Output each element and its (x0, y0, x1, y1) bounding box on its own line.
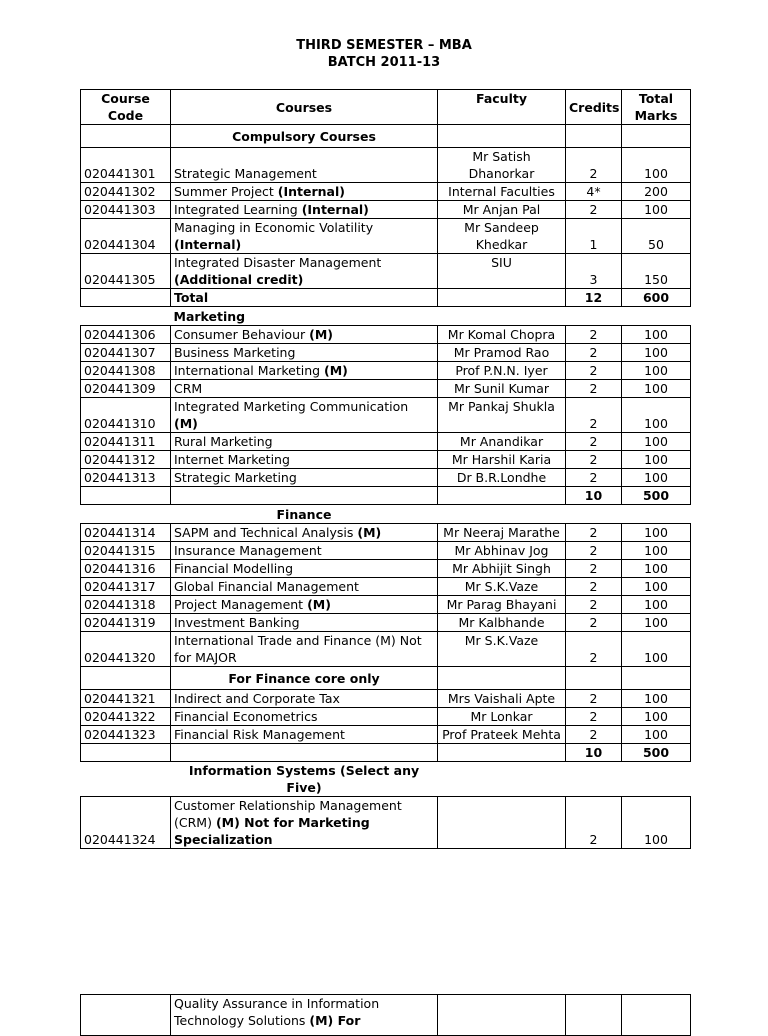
course-code: 020441307 (81, 344, 171, 362)
course-code: 020441305 (81, 254, 171, 289)
course-code: 020441320 (81, 632, 171, 667)
total-marks: 50 (622, 219, 691, 254)
course-tag: (Internal) (301, 202, 369, 217)
total-label (171, 744, 438, 762)
course-code: 020441324 (81, 797, 171, 849)
course-name: Strategic Marketing (171, 469, 438, 487)
course-name: Global Financial Management (171, 578, 438, 596)
course-name: SAPM and Technical Analysis (M) (171, 524, 438, 542)
faculty: Mr Neeraj Marathe (438, 524, 566, 542)
credits: 2 (566, 469, 622, 487)
header-faculty: Faculty (438, 90, 566, 125)
faculty (438, 289, 566, 307)
total-row (81, 487, 691, 505)
course-code (81, 667, 171, 690)
faculty: Prof P.N.N. Iyer (438, 362, 566, 380)
faculty: Mr Anjan Pal (438, 201, 566, 219)
course-code: 020441321 (81, 690, 171, 708)
table-row (81, 201, 691, 219)
total-row (81, 744, 691, 762)
total-marks: 500 (622, 487, 691, 505)
course-code: 020441312 (81, 451, 171, 469)
table-row (81, 614, 691, 632)
faculty (438, 667, 566, 690)
credits: 2 (566, 433, 622, 451)
course-code (81, 125, 171, 148)
total-marks: 500 (622, 744, 691, 762)
credits: 3 (566, 254, 622, 289)
spacer (622, 762, 691, 797)
table-row (81, 362, 691, 380)
credits (566, 667, 622, 690)
table-row (81, 219, 691, 254)
section-title: Information Systems (Select any Five) (188, 763, 420, 795)
course-name: International Marketing (M) (171, 362, 438, 380)
table-row (81, 433, 691, 451)
faculty: Mr Sunil Kumar (438, 380, 566, 398)
section-title: Marketing (173, 309, 246, 324)
total-row (81, 289, 691, 307)
table-row (81, 995, 691, 1036)
header-total-marks: Total Marks (622, 90, 691, 125)
faculty: Mr Lonkar (438, 708, 566, 726)
course-code: 020441313 (81, 469, 171, 487)
header-row (81, 90, 691, 125)
spacer (622, 505, 691, 524)
faculty: Mr Satish Dhanorkar (438, 148, 566, 183)
course-name: Project Management (M) (171, 596, 438, 614)
course-name: International Trade and Finance (M) Not for MAJOR (171, 632, 438, 667)
faculty: Mr Kalbhande (438, 614, 566, 632)
spacer (81, 762, 171, 797)
course-code: 020441310 (81, 398, 171, 433)
faculty: Mr Sandeep Khedkar (438, 219, 566, 254)
credits: 2 (566, 542, 622, 560)
spacer (81, 505, 171, 524)
batch-title: BATCH 2011-13 (327, 55, 441, 70)
table-row (81, 451, 691, 469)
credits: 4* (566, 183, 622, 201)
table-row (81, 254, 691, 289)
section-title: Compulsory Courses (171, 125, 438, 148)
table-row (81, 148, 691, 183)
credits: 2 (566, 596, 622, 614)
section-row (81, 125, 691, 148)
course-table-continued (80, 994, 691, 1036)
total-marks: 100 (622, 148, 691, 183)
faculty (438, 744, 566, 762)
faculty: Mr Pramod Rao (438, 344, 566, 362)
course-code: 020441306 (81, 326, 171, 344)
credits: 2 (566, 632, 622, 667)
total-marks: 100 (622, 398, 691, 433)
credits: 10 (566, 744, 622, 762)
section-row (81, 762, 691, 797)
total-label (171, 487, 438, 505)
course-code: 020441303 (81, 201, 171, 219)
course-name: CRM (171, 380, 438, 398)
course-code: 020441317 (81, 578, 171, 596)
course-code (81, 744, 171, 762)
credits: 2 (566, 614, 622, 632)
course-code: 020441322 (81, 708, 171, 726)
course-code: 020441316 (81, 560, 171, 578)
spacer (566, 505, 622, 524)
total-marks: 100 (622, 632, 691, 667)
header-course-code: Course Code (81, 90, 171, 125)
total-marks: 100 (622, 690, 691, 708)
credits: 2 (566, 344, 622, 362)
section-row (81, 505, 691, 524)
spacer (438, 505, 566, 524)
course-name: Business Marketing (171, 344, 438, 362)
total-marks: 100 (622, 380, 691, 398)
course-name: Integrated Disaster Management (Additional credit) (171, 254, 438, 289)
course-tag: (Additional credit) (174, 272, 304, 287)
section-title: For Finance core only (171, 667, 438, 690)
course-code: 020441314 (81, 524, 171, 542)
table-row (81, 344, 691, 362)
table-row (81, 542, 691, 560)
course-name: Integrated Learning (Internal) (171, 201, 438, 219)
table-row (81, 726, 691, 744)
total-marks: 200 (622, 183, 691, 201)
table-row (81, 632, 691, 667)
credits: 2 (566, 148, 622, 183)
spacer (81, 307, 171, 326)
course-tag: (M) (309, 327, 333, 342)
page-title: THIRD SEMESTER – MBA (296, 38, 472, 53)
total-marks: 100 (622, 708, 691, 726)
course-table (80, 89, 691, 849)
course-name: Financial Modelling (171, 560, 438, 578)
credits: 1 (566, 219, 622, 254)
credits: 2 (566, 201, 622, 219)
course-code: 020441319 (81, 614, 171, 632)
table-row (81, 578, 691, 596)
course-code: 020441323 (81, 726, 171, 744)
credits: 2 (566, 708, 622, 726)
total-marks: 100 (622, 362, 691, 380)
credits: 2 (566, 362, 622, 380)
faculty: Mr Abhinav Jog (438, 542, 566, 560)
faculty (438, 487, 566, 505)
course-code: 020441301 (81, 148, 171, 183)
course-name: Financial Econometrics (171, 708, 438, 726)
course-code (81, 289, 171, 307)
course-code (81, 995, 171, 1036)
credits: 2 (566, 578, 622, 596)
course-tag: (Internal) (174, 237, 242, 252)
course-name: Quality Assurance in Information Technology Solutions (M) For (171, 995, 438, 1036)
faculty (438, 995, 566, 1036)
faculty: Mr S.K.Vaze (438, 632, 566, 667)
credits: 2 (566, 797, 622, 849)
faculty: Mr Anandikar (438, 433, 566, 451)
faculty: Mr Parag Bhayani (438, 596, 566, 614)
spacer (622, 307, 691, 326)
credits: 2 (566, 690, 622, 708)
total-marks (622, 125, 691, 148)
section-row (81, 667, 691, 690)
total-marks: 100 (622, 614, 691, 632)
total-marks: 100 (622, 560, 691, 578)
spacer (438, 762, 566, 797)
course-name: Consumer Behaviour (M) (171, 326, 438, 344)
table-row (81, 708, 691, 726)
table-row (81, 524, 691, 542)
total-marks: 100 (622, 542, 691, 560)
course-name: Summer Project (Internal) (171, 183, 438, 201)
total-marks (622, 667, 691, 690)
spacer (438, 307, 566, 326)
total-marks: 100 (622, 596, 691, 614)
course-name: Rural Marketing (171, 433, 438, 451)
total-marks: 100 (622, 201, 691, 219)
faculty: Mr Komal Chopra (438, 326, 566, 344)
section-row (81, 307, 691, 326)
table-row (81, 469, 691, 487)
course-code: 020441308 (81, 362, 171, 380)
table-row (81, 797, 691, 849)
course-tag: (M) (324, 363, 348, 378)
credits: 2 (566, 524, 622, 542)
credits: 10 (566, 487, 622, 505)
total-marks: 100 (622, 469, 691, 487)
total-marks (622, 995, 691, 1036)
course-name: Managing in Economic Volatility (Internal) (171, 219, 438, 254)
course-code: 020441302 (81, 183, 171, 201)
total-marks: 100 (622, 451, 691, 469)
header-credits: Credits (566, 90, 622, 125)
total-marks: 100 (622, 326, 691, 344)
course-code: 020441304 (81, 219, 171, 254)
table-row (81, 690, 691, 708)
course-name: Strategic Management (171, 148, 438, 183)
course-tag: (M) (357, 525, 382, 540)
faculty: Mr Abhijit Singh (438, 560, 566, 578)
credits: 2 (566, 451, 622, 469)
faculty: Mr S.K.Vaze (438, 578, 566, 596)
total-label: Total (171, 289, 438, 307)
spacer (566, 307, 622, 326)
credits (566, 125, 622, 148)
course-code: 020441315 (81, 542, 171, 560)
total-marks: 100 (622, 524, 691, 542)
course-code: 020441309 (81, 380, 171, 398)
course-name: Integrated Marketing Communication (M) (171, 398, 438, 433)
course-tag: (M) (307, 597, 331, 612)
faculty: Internal Faculties (438, 183, 566, 201)
total-marks: 100 (622, 578, 691, 596)
header-courses: Courses (171, 90, 438, 125)
course-tag: (M) Not for Marketing Specialization (174, 815, 370, 847)
total-marks: 100 (622, 797, 691, 849)
table-row (81, 596, 691, 614)
faculty: Mr Pankaj Shukla (438, 398, 566, 433)
course-name: Customer Relationship Management (CRM) (M) Not for Marketing Specialization (171, 797, 438, 849)
faculty (438, 797, 566, 849)
course-code (81, 487, 171, 505)
total-marks: 600 (622, 289, 691, 307)
course-tag: (Internal) (277, 184, 345, 199)
section-title: Finance (276, 507, 332, 522)
faculty: SIU (438, 254, 566, 289)
table-row (81, 398, 691, 433)
faculty: Dr B.R.Londhe (438, 469, 566, 487)
faculty (438, 125, 566, 148)
credits: 2 (566, 326, 622, 344)
course-name: Investment Banking (171, 614, 438, 632)
course-name: Indirect and Corporate Tax (171, 690, 438, 708)
total-marks: 100 (622, 726, 691, 744)
table-row (81, 380, 691, 398)
faculty: Prof Prateek Mehta (438, 726, 566, 744)
credits: 12 (566, 289, 622, 307)
course-name: Insurance Management (171, 542, 438, 560)
total-marks: 150 (622, 254, 691, 289)
course-code: 020441318 (81, 596, 171, 614)
course-tag: (M) (174, 416, 198, 431)
total-marks: 100 (622, 344, 691, 362)
credits: 2 (566, 726, 622, 744)
credits: 2 (566, 380, 622, 398)
table-row (81, 183, 691, 201)
total-marks: 100 (622, 433, 691, 451)
faculty: Mr Harshil Karia (438, 451, 566, 469)
faculty: Mrs Vaishali Apte (438, 690, 566, 708)
course-name: Internet Marketing (171, 451, 438, 469)
table-row (81, 560, 691, 578)
credits: 2 (566, 560, 622, 578)
table-row (81, 326, 691, 344)
credits (566, 995, 622, 1036)
credits: 2 (566, 398, 622, 433)
course-code: 020441311 (81, 433, 171, 451)
course-name: Financial Risk Management (171, 726, 438, 744)
spacer (566, 762, 622, 797)
